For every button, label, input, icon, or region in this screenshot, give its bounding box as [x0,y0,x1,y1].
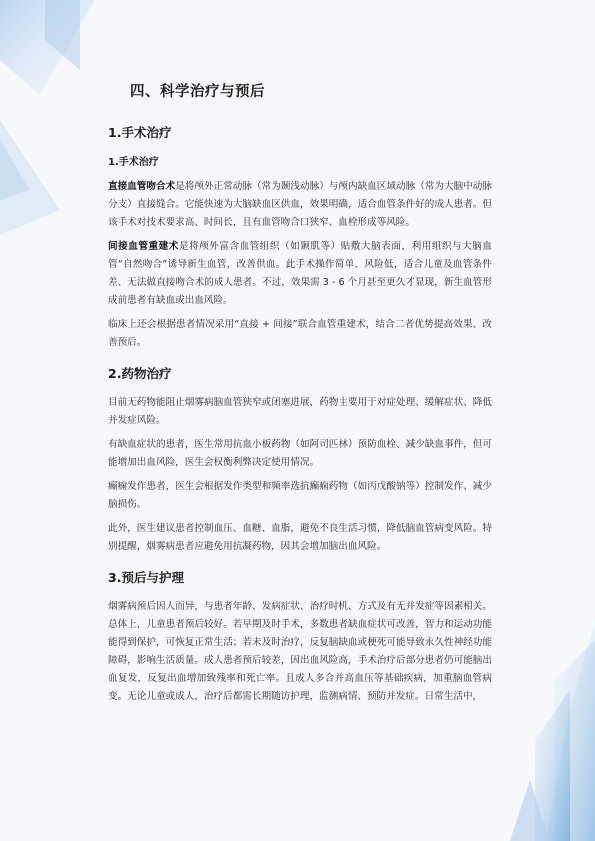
paragraph [108,436,492,472]
paragraph-text: 目前无药物能阻止烟雾病脑血管狭窄或闭塞进展，药物主要用于对症处理、缓解症状、降低并发症风险。 [108,397,492,426]
paragraph-text: 烟雾病预后因人而异，与患者年龄、发病症状、治疗时机、方式及有无并发症等因素相关。总体上，儿童患者预后较好。若早期及时手术，多数患者缺血症状可改善，智力和运动功能能得到保护，可恢复正常生活；若未及时治疗，反复脑缺血或梗死可能导致永久性神经功能障碍，影响生活质量。成人患者预后较差，因出血风险高，手术治疗后部分患者仍可能脑出血复发，反复出血增加致残率和死亡率。且成人多合并高血压等基础疾病，加重脑血管病变。无论儿童或成人，治疗后都需长期随访护理，监测病情、预防并发症。日常生活中， [108,601,492,702]
paragraph-text: 是将颅外正常动脉（常为颞浅动脉）与颅内缺血区域动脉（常为大脑中动脉分支）直接缝合。它能快速为大脑缺血区供血，效果明确，适合血管条件好的成人患者。但该手术对技术要求高、时间长，且有血管吻合口狭窄、血栓形成等风险。 [108,181,493,228]
section-medication [108,364,492,556]
paragraph [108,520,492,556]
paragraph-text: 是将颅外富含血管组织（如颞肌等）贴敷大脑表面，利用组织与大脑血管“自然吻合”诱导新生血管，改善供血。此手术操作简单、风险低，适合儿童及血管条件差、无法做直接吻合术的成人患者。不过，效果需 3 - 6 个月甚至更久才显现，新生血管形成前患者有缺血或出血风险。 [108,241,493,306]
paragraph-text: 有缺血症状的患者，医生常用抗血小板药物（如阿司匹林）预防血栓、减少缺血事件，但可能增加出血风险，医生会权衡利弊决定使用情况。 [108,439,492,468]
section-heading: 3.预后与护理 [108,570,184,585]
paragraph [108,238,492,310]
section-surgery [108,123,492,352]
document-body [108,80,492,712]
paragraph [108,316,492,352]
section-heading: 2.药物治疗 [108,366,172,381]
paragraph-text: 此外，医生建议患者控制血压、血糖、血脂，避免不良生活习惯，降低脑血管病变风险。特别提醒，烟雾病患者应避免用抗凝药物，因其会增加脑出血风险。 [108,523,492,552]
top-left-decoration [0,0,120,240]
section-heading: 1.手术治疗 [108,125,172,140]
page-title: 四、科学治疗与预后 [130,84,265,100]
sub-heading: 1.手术治疗 [108,157,159,168]
term-bold: 间接血管重建术 [108,241,179,252]
paragraph [108,178,492,232]
paragraph-text: 临床上还会根据患者情况采用“直接 + 间接”联合血管重建术，结合二者优势提高效果、改善预后。 [108,319,492,348]
paragraph [108,394,492,430]
paragraph-text: 癫痫发作患者，医生会根据发作类型和频率选抗癫痫药物（如丙戊酸钠等）控制发作、减少脑损伤。 [108,481,492,510]
paragraph [108,598,492,706]
bottom-right-decoration [475,620,595,841]
paragraph [108,478,492,514]
section-prognosis [108,568,492,706]
term-bold: 直接血管吻合术 [108,181,176,192]
